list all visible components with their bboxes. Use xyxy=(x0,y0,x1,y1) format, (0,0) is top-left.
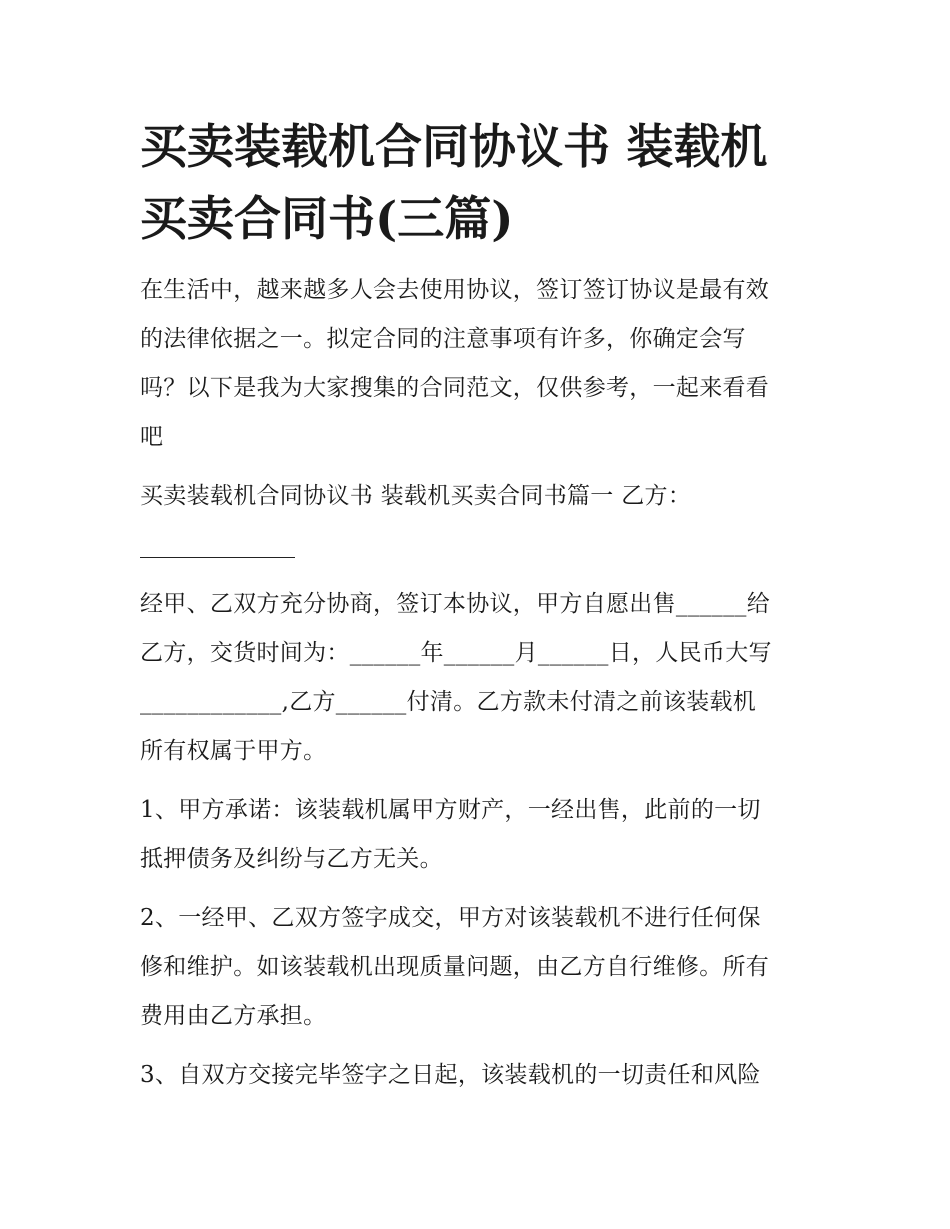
text-line: 费用由乙方承担。 xyxy=(140,1003,327,1029)
text-line: ____________,乙方______付清。乙方款未付清之前该装载机 xyxy=(140,689,757,715)
text-line: 3、自双方交接完毕签字之日起，该装载机的一切责任和风险 xyxy=(140,1062,761,1088)
section-heading-block xyxy=(140,472,820,570)
section-heading: 买卖装载机合同协议书 装载机买卖合同书篇一 乙方： xyxy=(140,483,692,509)
text-line: 1、甲方承诺：该装载机属甲方财产，一经出售，此前的一切 xyxy=(140,797,761,823)
clause-1 xyxy=(140,786,820,884)
text-line: 2、一经甲、乙双方签字成交，甲方对该装载机不进行任何保 xyxy=(140,905,761,931)
title-line: 买卖合同书(三篇) xyxy=(140,192,514,247)
text-line: 在生活中，越来越多人会去使用协议，签订签订协议是最有效 xyxy=(140,277,770,303)
text-line: 乙方，交货时间为：______年______月______日，人民币大写 xyxy=(140,640,772,666)
intro-paragraph xyxy=(140,266,820,462)
title-line: 买卖装载机合同协议书 装载机 xyxy=(140,120,768,175)
text-line: 吗？以下是我为大家搜集的合同范文，仅供参考，一起来看看 xyxy=(140,375,770,401)
document-title xyxy=(140,112,820,256)
document-content xyxy=(140,112,820,1100)
section-body-paragraph xyxy=(140,580,820,776)
clause-2 xyxy=(140,894,820,1041)
signature-blank xyxy=(140,521,820,570)
text-line: 的法律依据之一。拟定合同的注意事项有许多，你确定会写 xyxy=(140,326,746,352)
text-line: 经甲、乙双方充分协商，签订本协议，甲方自愿出售______给 xyxy=(140,591,770,617)
text-line: 所有权属于甲方。 xyxy=(140,738,327,764)
blank-underline xyxy=(140,557,295,558)
clause-3 xyxy=(140,1051,820,1100)
text-line: 抵押债务及纠纷与乙方无关。 xyxy=(140,846,443,872)
text-line: 吧 xyxy=(140,424,164,450)
text-line: 修和维护。如该装载机出现质量问题，由乙方自行维修。所有 xyxy=(140,954,770,980)
